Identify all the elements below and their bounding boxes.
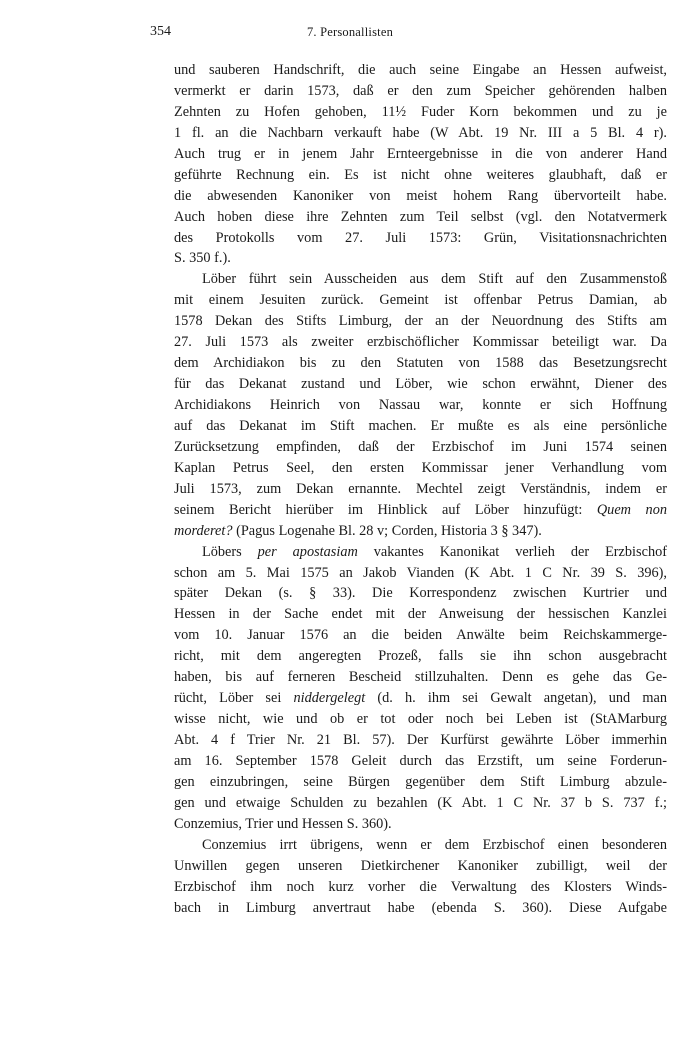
text-segment: schon am 5. Mai 1575 an Jakob Vianden (K Abt. 1 C Nr. 39 S. 396),: [174, 564, 667, 581]
text-line: [174, 709, 667, 730]
text-segment: Auch trug er in jenem Jahr Ernteergebnisse in die von anderer Hand: [174, 145, 667, 162]
text-line: [174, 144, 667, 165]
text-segment: (d. h. ihm sei Gewalt angetan), und man: [365, 690, 667, 707]
text-segment: Juli 1573, zum Dekan ernannte. Mechtel zeigt Verständnis, indem er: [174, 480, 667, 497]
text-line: [174, 625, 667, 646]
text-segment: 1578 Dekan des Stifts Limburg, der an der Neuordnung des Stifts am: [174, 313, 667, 330]
italic-text: per apostasiam: [257, 543, 358, 560]
text-line: [174, 835, 667, 856]
text-segment: vom 10. Januar 1576 an die beiden Anwälte beim Reichskammerge-: [174, 627, 667, 644]
text-line: [174, 248, 667, 269]
text-segment: gen und etwaige Schulden zu bezahlen (K Abt. 1 C Nr. 37 b S. 737 f.;: [174, 794, 667, 811]
text-segment: seinem Bericht hierüber im Hinblick auf Löber hinzufügt:: [174, 501, 597, 518]
text-line: [174, 583, 667, 604]
text-line: [174, 479, 667, 500]
text-line: [174, 102, 667, 123]
text-segment: bach in Limburg anvertraut habe (ebenda S. 360). Diese Aufgabe: [174, 899, 667, 916]
paragraph: [174, 835, 667, 919]
body-text: [174, 60, 667, 918]
text-segment: für das Dekanat zustand und Löber, wie schon erwähnt, Diener des: [174, 376, 667, 393]
text-line: [174, 269, 667, 290]
text-segment: 27. Juli 1573 als zweiter erzbischöflicher Kommissar beteiligt war. Da: [174, 334, 667, 351]
text-line: [174, 814, 667, 835]
text-line: [174, 563, 667, 584]
text-line: [174, 332, 667, 353]
text-segment: auf das Dekanat im Stift machen. Er mußte es als eine persönliche: [174, 417, 667, 434]
text-segment: Kaplan Petrus Seel, den ersten Kommissar jener Verhandlung vom: [174, 459, 667, 476]
text-segment: und sauberen Handschrift, die auch seine Eingabe an Hessen aufweist,: [174, 62, 667, 78]
text-segment: am 16. September 1578 Geleit durch das Erzstift, um seine Forderun-: [174, 752, 667, 769]
paragraph: [174, 60, 667, 269]
page-number: 354: [150, 24, 171, 39]
text-segment: Abt. 4 f Trier Nr. 21 Bl. 57). Der Kurfürst gewährte Löber immerhin: [174, 732, 667, 748]
text-line: [174, 290, 667, 311]
running-head: 7. Personallisten: [306, 25, 394, 39]
text-line: [174, 311, 667, 332]
text-line: [174, 793, 667, 814]
text-line: [174, 604, 667, 625]
text-segment: mit einem Jesuiten zurück. Gemeint ist offenbar Petrus Damian, ab: [174, 292, 667, 309]
text-segment: 1 fl. an die Nachbarn verkauft habe (W Abt. 19 Nr. III a 5 Bl. 4 r).: [174, 124, 667, 141]
text-segment: vermerkt er darin 1573, daß er den zum Speicher gehörenden halben: [174, 82, 667, 99]
text-line: [174, 667, 667, 688]
text-line: [174, 416, 667, 437]
italic-text: morderet?: [174, 522, 233, 539]
text-line: [174, 646, 667, 667]
text-segment: die abwesenden Kanoniker von meist hohem Rang übervorteilt habe.: [174, 187, 667, 204]
text-segment: rücht, Löber sei: [174, 690, 294, 707]
text-line: [174, 437, 667, 458]
text-segment: wisse nicht, wie und ob er tot oder noch bei Leben ist (StAMarburg: [174, 711, 667, 728]
text-line: [174, 353, 667, 374]
text-line: [174, 772, 667, 793]
text-segment: Löbers: [202, 543, 258, 560]
text-segment: geführte Rechnung ein. Es ist nicht ohne weiteres glaubhaft, daß er: [174, 166, 667, 183]
text-segment: gen einzubringen, seine Bürgen gegenüber dem Stift Limburg abzule-: [174, 773, 667, 790]
text-segment: Zehnten zu Hofen gehoben, 11½ Fuder Korn bekommen und zu je: [174, 103, 667, 120]
text-segment: Löber führt sein Ausscheiden aus dem Stift auf den Zusammenstoß: [202, 271, 667, 288]
text-segment: Conzemius irrt übrigens, wenn er dem Erzbischof einen besonderen: [202, 836, 667, 853]
italic-text: Quem non: [596, 501, 667, 518]
text-line: [174, 374, 667, 395]
text-segment: Archidiakons Heinrich von Nassau war, konnte er sich Hoffnung: [174, 397, 667, 413]
text-segment: Erzbischof ihm noch kurz vorher die Verwaltung des Klosters Winds-: [174, 878, 667, 895]
text-segment: Unwillen gegen unseren Dietkirchener Kanoniker zubilligt, weil der: [174, 857, 667, 874]
italic-text: niddergelegt: [293, 690, 366, 707]
text-line: [174, 228, 667, 249]
paragraph: [174, 269, 667, 541]
text-line: [174, 877, 667, 898]
text-segment: später Dekan (s. § 33). Die Korrespondenz zwischen Kurtrier und: [174, 585, 667, 602]
text-segment: (Pagus Logenahe Bl. 28 v; Corden, Historia 3 § 347).: [232, 522, 542, 539]
text-line: [174, 856, 667, 877]
text-segment: Hessen in der Sache endet mit der Anweisung der hessischen Kanzlei: [174, 606, 667, 623]
text-segment: Conzemius, Trier und Hessen S. 360).: [174, 815, 392, 832]
text-line: [174, 165, 667, 186]
paragraph: [174, 542, 667, 835]
text-line: [174, 458, 667, 479]
text-line: [174, 688, 667, 709]
text-segment: Auch hoben diese ihre Zehnten zum Teil selbst (vgl. den Notatvermerk: [174, 208, 667, 225]
text-line: [174, 123, 667, 144]
text-segment: haben, bis auf ferneren Bescheid stillzuhalten. Denn es gehe das Ge-: [174, 669, 667, 686]
text-segment: richt, mit dem angeregten Prozeß, falls sie ihn schon ausgebracht: [174, 648, 667, 665]
text-segment: S. 350 f.).: [174, 250, 231, 267]
text-segment: dem Archidiakon bis zu den Statuten von 1588 das Besetzungsrecht: [174, 355, 667, 372]
text-line: [174, 395, 667, 416]
text-line: [174, 542, 667, 563]
text-line: [174, 730, 667, 751]
text-line: [174, 186, 667, 207]
text-segment: vakantes Kanonikat verlieh der Erzbischof: [357, 543, 667, 560]
text-line: [174, 898, 667, 919]
text-line: [174, 751, 667, 772]
text-line: [174, 207, 667, 228]
text-segment: des Protokolls vom 27. Juli 1573: Grün, Visitationsnachrichten: [174, 229, 667, 246]
text-line: [174, 521, 667, 542]
text-line: [174, 500, 667, 521]
text-line: [174, 60, 667, 81]
text-line: [174, 81, 667, 102]
text-segment: Zurücksetzung empfinden, daß der Erzbischof im Juni 1574 seinen: [174, 438, 667, 455]
